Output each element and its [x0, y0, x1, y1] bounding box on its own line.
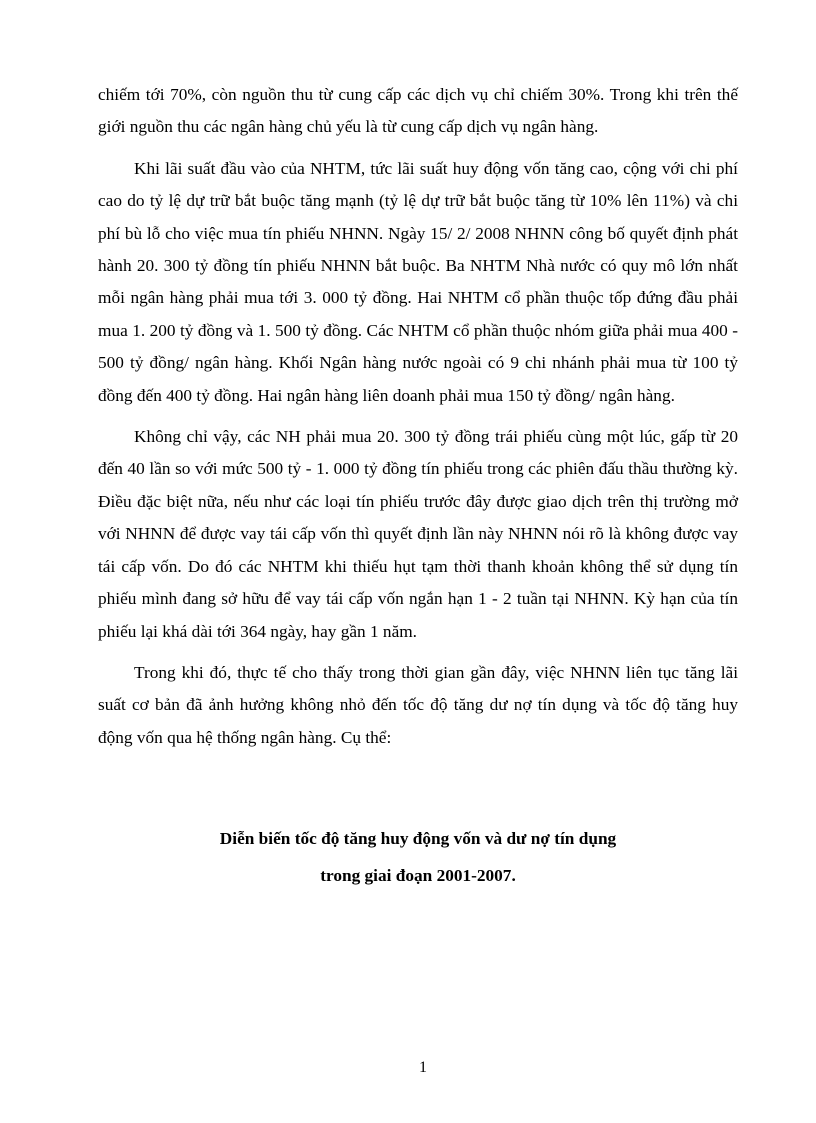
section-title-line-2: trong giai đoạn 2001-2007. [320, 866, 516, 885]
page-number: 1 [419, 1059, 427, 1076]
paragraph-continuation: chiếm tới 70%, còn nguồn thu từ cung cấp các dịch vụ chỉ chiếm 30%. Trong khi trên thế giới nguồn thu các ngân hàng chủ yếu là từ cung cấp dịch vụ ngân hàng. [98, 85, 738, 137]
paragraph-bond-purchase: Không chỉ vậy, các NH phải mua 20. 300 tỷ đồng trái phiếu cùng một lúc, gấp từ 20 đến 40 lần so với mức 500 tỷ - 1. 000 tỷ đồng tín phiếu trong các phiên đấu thầu thường kỳ. Điều đặc biệt nữa, nếu như các loại tín phiếu trước đây được giao dịch trên thị trường mở với NHNN để được vay tái cấp vốn thì quyết định lần này NHNN nói rõ là không được vay tái cấp vốn. Do đó các NHTM khi thiếu hụt tạm thời thanh khoản không thể sử dụng tín phiếu mình đang sở hữu để vay tái cấp vốn ngắn hạn 1 - 2 tuần tại NHNN. Kỳ hạn của tín phiếu lại khá dài tới 364 ngày, hay gần 1 năm. [98, 427, 738, 641]
body-text [98, 79, 738, 754]
paragraph-interest-rates: Khi lãi suất đầu vào của NHTM, tức lãi suất huy động vốn tăng cao, cộng với chi phí cao do tỷ lệ dự trữ bắt buộc tăng mạnh (tỷ lệ dự trữ bắt buộc tăng từ 10% lên 11%) và chi phí bù lỗ cho việc mua tín phiếu NHNN. Ngày 15/ 2/ 2008 NHNN công bố quyết định phát hành 20. 300 tỷ đồng tín phiếu NHNN bắt buộc. Ba NHTM Nhà nước có quy mô lớn nhất mỗi ngân hàng phải mua tới 3. 000 tỷ đồng. Hai NHTM cổ phần thuộc tốp đứng đầu phải mua 1. 200 tỷ đồng và 1. 500 tỷ đồng. Các NHTM cổ phần thuộc nhóm giữa phải mua 400 - 500 tỷ đồng/ ngân hàng. Khối Ngân hàng nước ngoài có 9 chi nhánh phải mua từ 100 tỷ đồng đến 400 tỷ đồng. Hai ngân hàng liên doanh phải mua 150 tỷ đồng/ ngân hàng. [98, 158, 738, 405]
paragraph-base-rate: Trong khi đó, thực tế cho thấy trong thời gian gần đây, việc NHNN liên tục tăng lãi suất cơ bản đã ảnh hưởng không nhỏ đến tốc độ tăng dư nợ tín dụng và tốc độ tăng huy động vốn qua hệ thống ngân hàng. Cụ thể: [98, 662, 738, 747]
section-title-line-1: Diễn biến tốc độ tăng huy động vốn và dư nợ tín dụng [219, 829, 617, 848]
